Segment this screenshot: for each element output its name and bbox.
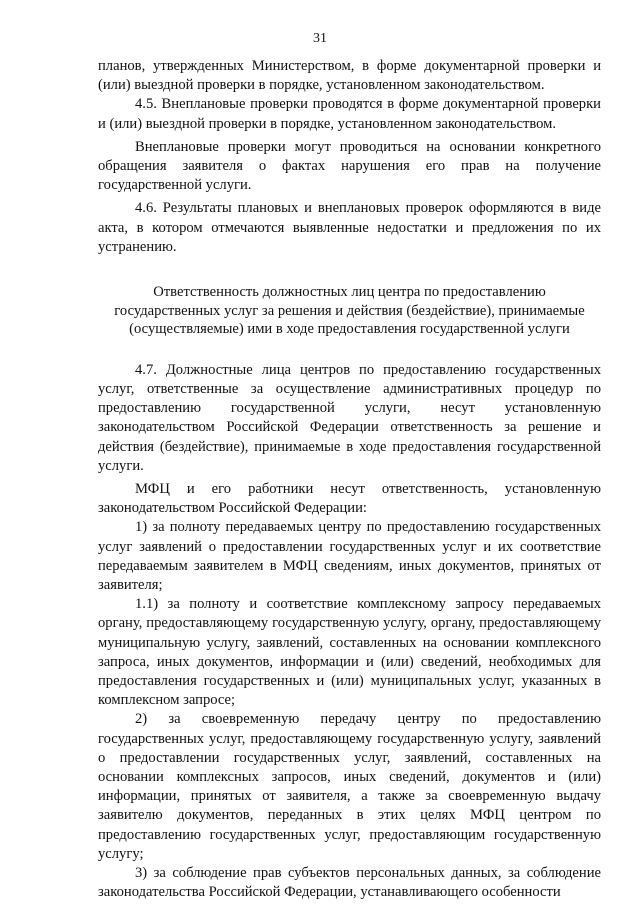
paragraph-mfc-responsibility: МФЦ и его работники несут ответственность, установленную законодательством Российской Федерации: (98, 481, 601, 517)
paragraph-4-5: 4.5. Внеплановые проверки проводятся в форме документарной проверки и (или) выездной проверки в порядке, установленном законодательством. (98, 96, 601, 132)
document-body (98, 57, 601, 903)
section-heading-line-1: Ответственность должностных лиц центра по предоставлению (153, 284, 546, 301)
paragraph-4-6: 4.6. Результаты плановых и внеплановых проверок оформляются в виде акта, в котором отмечаются выявленные недостатки и предложения по их устранению. (98, 200, 601, 255)
paragraph-4-7: 4.7. Должностные лица центров по предоставлению государственных услуг, ответственные за осуществление административных процедур по предоставлению государственной услуги, несут установленную законодательством Российской Федерации ответственность за решение и действия (бездействие), принимаемые в ходе предоставления государственной услуги. (98, 361, 601, 474)
paragraph-unscheduled-inspections: Внеплановые проверки могут проводиться на основании конкретного обращения заявителя о фактах нарушения его прав на получение государственной услуги. (98, 138, 601, 194)
list-item-1-1: 1.1) за полноту и соответствие комплексному запросу передаваемых органу, предоставляющему государственную услугу, органу, предоставляющему муниципальную услугу, заявлений, составленных на основании комплексного запроса, иных документов, информации и (или) сведений, необходимых для предоставления государственных и (или) муниципальных услуг, указанных в комплексном запросе; (98, 596, 601, 709)
page-number: 31 (313, 31, 327, 46)
section-heading-line-2: государственных услуг за решения и действия (бездействие), принимаемые (114, 302, 585, 319)
section-heading-line-3: (осуществляемые) ими в ходе предоставления государственной услуги (129, 321, 570, 338)
list-item-1: 1) за полноту передаваемых центру по предоставлению государственных услуг заявлений о предоставлении государственных услуг и их соответствие передаваемым заявителем в МФЦ сведениям, иных документов, принятых от заявителя; (98, 519, 601, 594)
section-heading (98, 283, 601, 339)
list-item-3: 3) за соблюдение прав субъектов персональных данных, за соблюдение законодательства Российской Федерации, устанавливающего особенности (98, 865, 601, 901)
list-item-2: 2) за своевременную передачу центру по предоставлению государственных услуг, предоставляющему государственную услугу, заявлений о предоставлении государственных услуг, заявлений, составленных на основании комплексных запросов, иных сведений, документов и (или) информации, принятых от заявителя, а также за своевременную выдачу заявителю документов, переданных в этих целях МФЦ центром по предоставлению государственных услуг, предоставляющим государственную услугу; (98, 711, 601, 862)
paragraph-continuation: планов, утвержденных Министерством, в форме документарной проверки и (или) выездной проверки в порядке, установленном законодательством. (98, 58, 601, 94)
